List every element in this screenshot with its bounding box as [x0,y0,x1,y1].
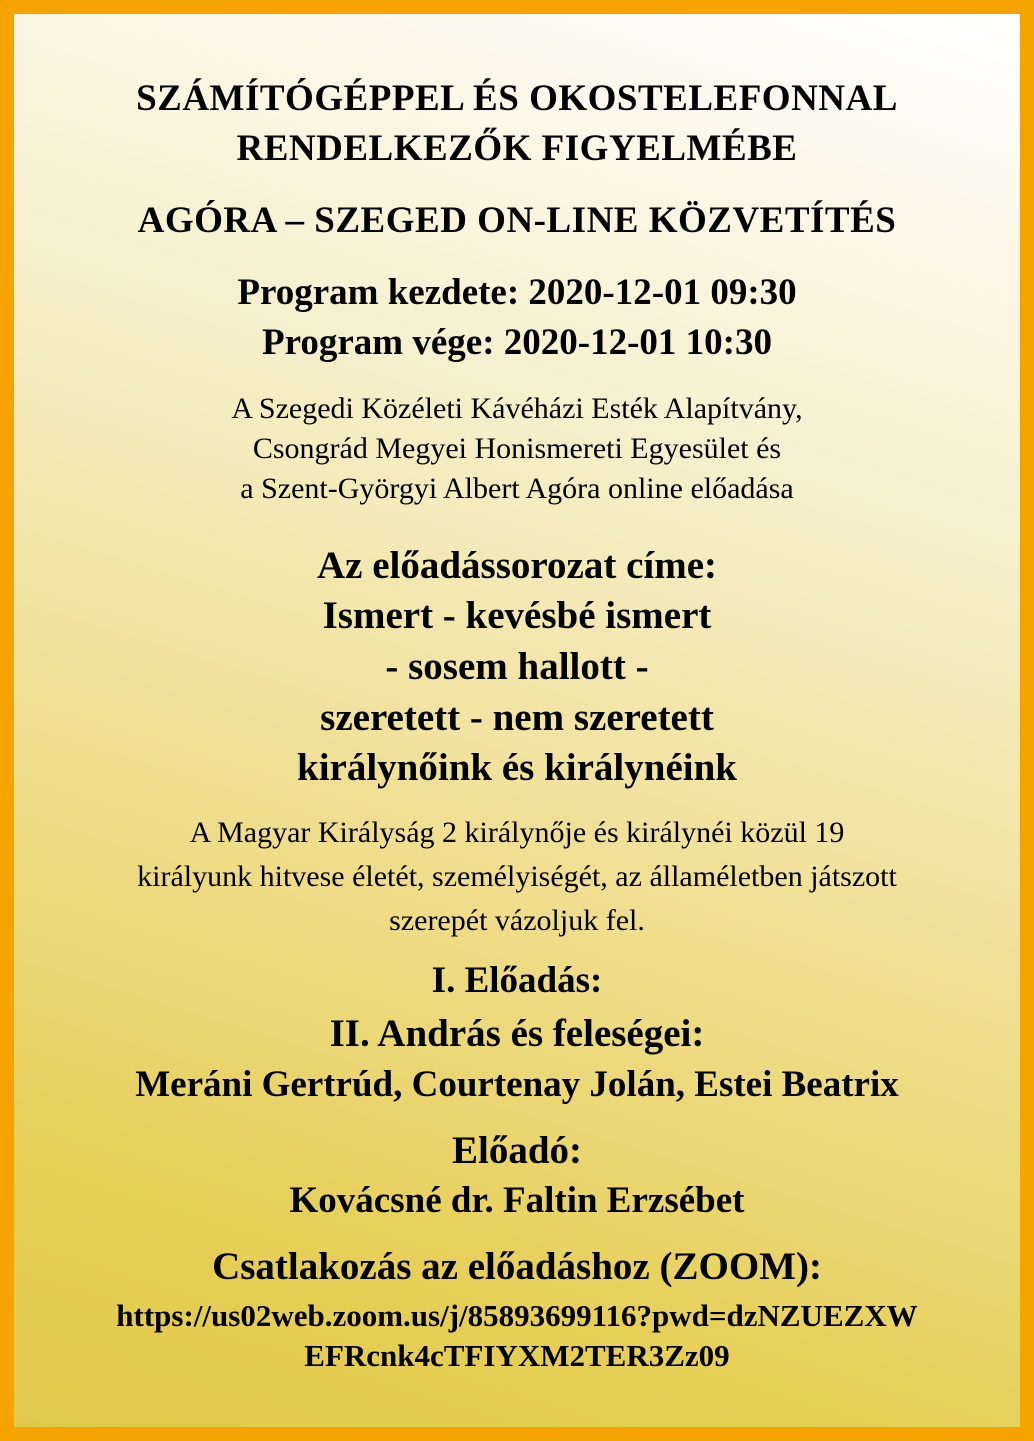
program-end: Program vége: 2020-12-01 10:30 [262,322,772,363]
header-line-1: SZÁMÍTÓGÉPPEL ÉS OKOSTELEFONNAL [136,78,898,119]
presenter-label: Előadó: [451,1129,583,1172]
series-title-line-4: királynőink és királynéink [297,746,737,789]
description-line-3: szerepét vázoljuk fel. [389,904,645,937]
header-line-2: RENDELKEZŐK FIGYELMÉBE [236,128,798,169]
join-label: Csatlakozás az előadáshoz (ZOOM): [212,1245,822,1288]
description-line-1: A Magyar Királyság 2 királynője és királynéi közül 19 [189,816,845,849]
organizer-line-3: a Szent-Györgyi Albert Agóra online előadása [240,472,794,505]
lecture-number: I. Előadás: [431,960,603,1001]
series-title-line-3: szeretett - nem szeretett [320,696,714,739]
program-start: Program kezdete: 2020-12-01 09:30 [237,272,797,313]
organizer-line-2: Csongrád Megyei Honismereti Egyesület és [252,432,782,465]
zoom-link-line-1[interactable]: https://us02web.zoom.us/j/85893699116?pwd=dzNZUEZXW [116,1298,918,1333]
presenter-name: Kovácsné dr. Faltin Erzsébet [289,1180,745,1221]
series-title-line-2: - sosem hallott - [385,645,649,688]
series-heading: Az előadássorozat címe: [317,544,717,587]
lecture-names: Meráni Gertrúd, Courtenay Jolán, Estei Beatrix [135,1064,899,1105]
broadcast-subtitle: AGÓRA – SZEGED ON-LINE KÖZVETÍTÉS [137,200,897,241]
lecture-title: II. András és feleségei: [329,1012,705,1055]
series-title-line-1: Ismert - kevésbé ismert [322,594,712,637]
zoom-link-line-2[interactable]: EFRcnk4cTFIYXM2TER3Zz09 [304,1338,730,1373]
organizer-line-1: A Szegedi Közéleti Kávéházi Esték Alapítvány, [231,392,803,425]
description-line-2: királyunk hitvese életét, személyiségét, az államéletben játszott [137,860,897,893]
